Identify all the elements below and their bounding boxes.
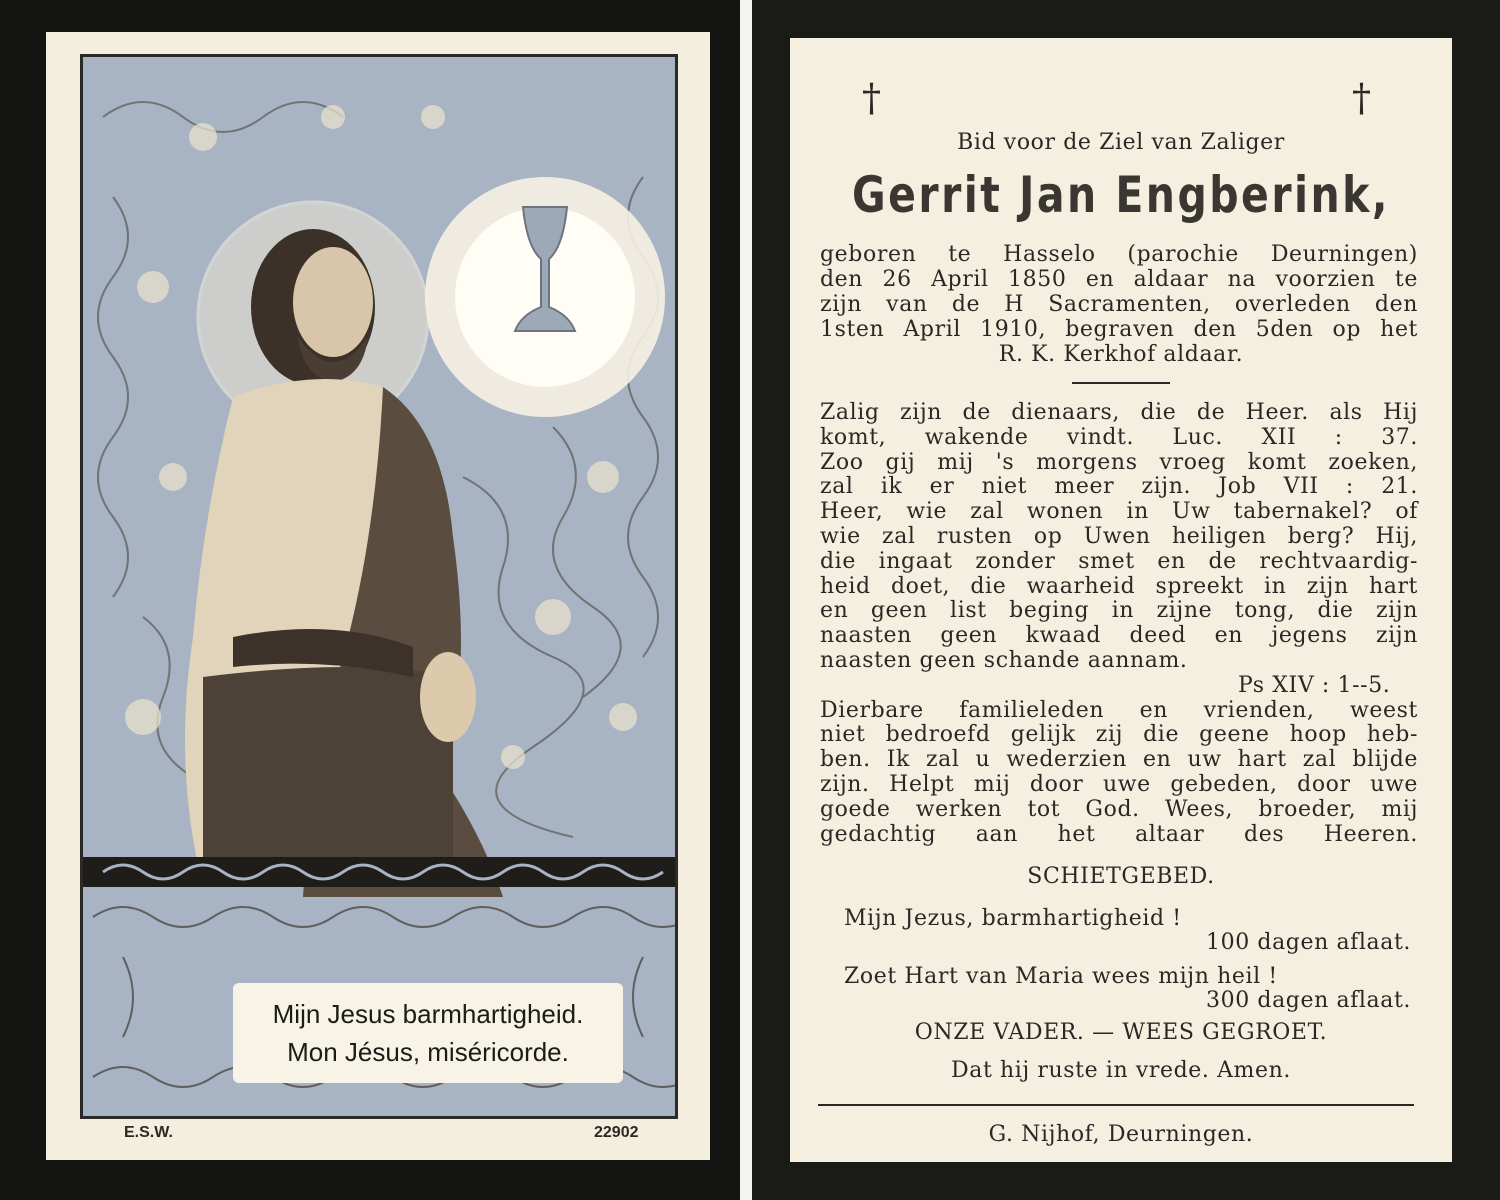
verse-line: niet bedroefd gelijk zij die geene hoop heb- [820,722,1418,748]
divider [1072,382,1170,384]
devotional-illustration [80,54,678,1119]
verse-line: wie zal rusten op Uwen heiligen berg? Hij, [820,524,1418,549]
verse-line: heid doet, die waarheid spreekt in zijn hart [820,573,1418,599]
rest-in-peace: Dat hij ruste in vrede. Amen. [950,1058,1292,1083]
biography-line: 1sten April 1910, begraven den 5den op het [820,317,1418,342]
prayers-closing: ONZE VADER. — WEES GEGROET. [914,1020,1328,1045]
verse-line: zal ik er niet meer zijn. Job VII : 21. [820,474,1418,500]
prayer-1-indulgence: 100 dagen aflaat. [1206,930,1412,955]
verse-line: goede werken tot God. Wees, broeder, mij [820,796,1418,822]
verse-line: Ps XIV : 1--5. [1238,672,1391,698]
verse-cartouche [233,983,623,1083]
back-card [752,0,1500,1200]
verse-french: Mon Jésus, miséricorde. [287,1037,569,1067]
deceased-name: Gerrit Jan Engberink, [852,166,1390,224]
verse-line: ben. Ik zal u wederzien en uw hart zal blijde [820,747,1418,773]
prayer-1: Mijn Jezus, barmhartigheid ! [844,906,1182,931]
verse-line: komt, wakende vindt. Luc. XII : 37. [820,424,1418,450]
front-card [0,0,740,1200]
verse-line: naasten geen kwaad deed en jegens zijn [820,623,1418,649]
verse-line: en geen list beging in zijne tong, die zijn [820,598,1418,624]
verse-dutch: Mijn Jesus barmhartigheid. [272,999,584,1029]
verse-line: Zoo gij mij 's morgens vroeg komt zoeken, [820,449,1418,475]
biography-line: zijn van de H Sacramenten, overleden den [820,292,1418,317]
prayer-2: Zoet Hart van Maria wees mijn heil ! [844,964,1278,989]
printer: G. Nijhof, Deurningen. [988,1122,1254,1147]
catalog-number: 22902 [594,1124,639,1141]
prayer-title: SCHIETGEBED. [1027,864,1215,889]
biography-line: den 26 April 1850 en aldaar na voorzien te [820,267,1418,292]
heading: Bid voor de Ziel van Zaliger [957,130,1285,155]
prayer-2-indulgence: 300 dagen aflaat. [1206,988,1412,1013]
footer-divider [818,1104,1414,1106]
cross-icon: † [1352,76,1371,120]
verse-line: Zalig zijn de dienaars, die de Heer. als Hij [820,400,1418,425]
publisher-mark: E.S.W. [124,1124,173,1141]
biography-line: geboren te Hasselo (parochie Deurningen) [820,242,1418,267]
verse-line: Dierbare familieleden en vrienden, weest [820,697,1418,723]
verse-line: zijn. Helpt mij door uwe gebeden, door uwe [820,772,1418,797]
verse-line: gedachtig aan het altaar des Heeren. [820,821,1418,847]
biography-line: R. K. Kerkhof aldaar. [998,342,1244,367]
seated-christ-with-chalice-icon [83,57,678,1119]
back-card-paper [790,38,1452,1162]
verse-line: naasten geen schande aannam. [820,648,1188,673]
verse-line: Heer, wie zal wonen in Uw tabernakel? of [820,499,1418,525]
front-card-paper [46,32,710,1160]
cross-icon: † [862,76,881,120]
verse-line: die ingaat zonder smet en de rechtvaardig- [820,548,1418,574]
